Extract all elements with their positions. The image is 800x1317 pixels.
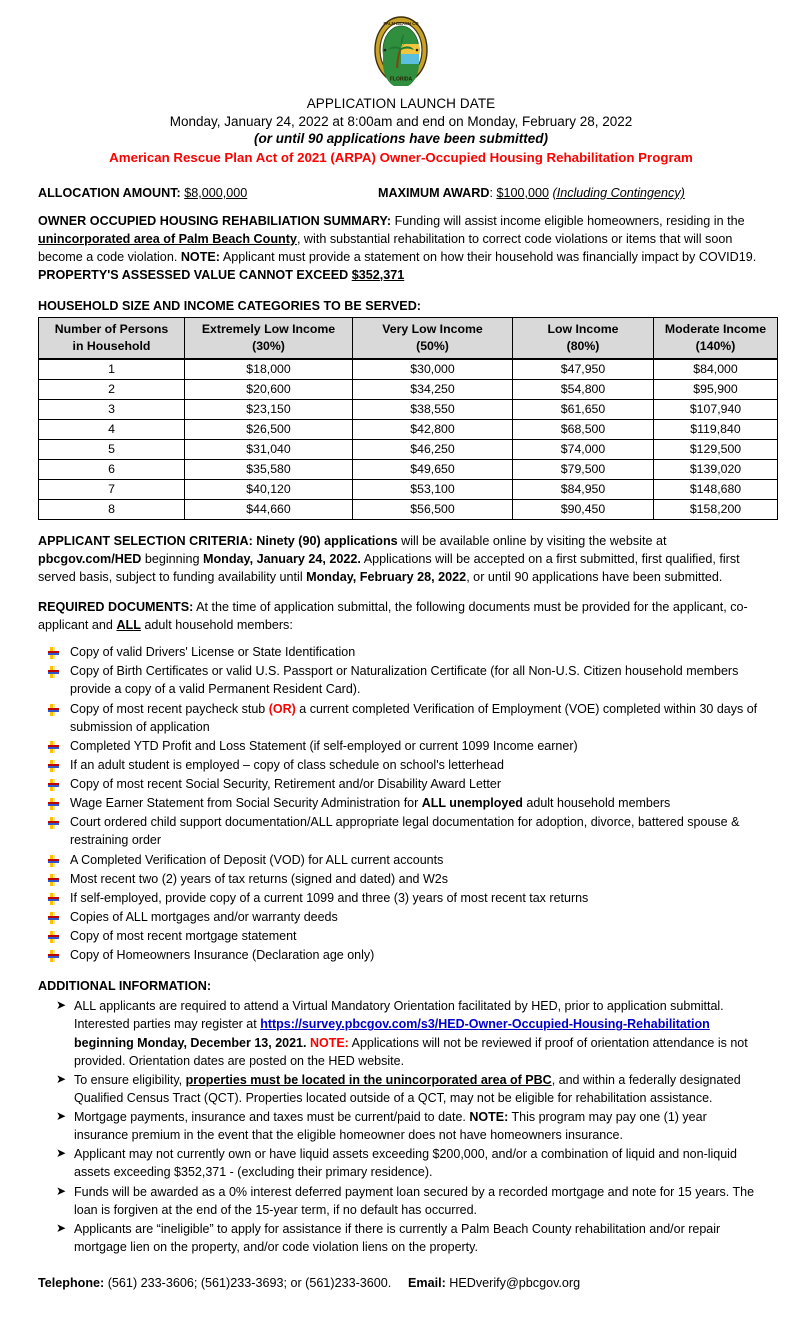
allocation-value: $8,000,000 <box>184 185 248 200</box>
cell-household-size: 5 <box>39 439 185 459</box>
arrow-bullet-icon <box>48 949 59 961</box>
summary-paragraph <box>38 213 764 285</box>
required-document-item <box>38 737 764 755</box>
additional-information-item <box>38 1183 764 1219</box>
table-header-row <box>39 318 778 359</box>
chevron-right-bullet-icon: ➤ <box>56 1220 67 1235</box>
summary-heading: OWNER OCCUPIED HOUSING REHABILIATION SUMMARY: <box>38 213 392 228</box>
required-document-text: Copy of valid Drivers' License or State Identification <box>70 645 356 660</box>
cell-income-value: $47,950 <box>513 359 654 380</box>
assessed-value-label: PROPERTY'S ASSESSED VALUE CANNOT EXCEED <box>38 267 352 282</box>
application-limit-note: (or until 90 applications have been submitted) <box>253 131 549 147</box>
required-document-item <box>38 662 764 698</box>
cell-income-value: $61,650 <box>513 399 654 419</box>
program-title: American Rescue Plan Act of 2021 (ARPA) Owner-Occupied Housing Rehabilitation Program <box>109 149 693 165</box>
additional-information-heading: ADDITIONAL INFORMATION: <box>38 979 212 994</box>
required-document-item <box>38 756 764 774</box>
required-document-text <box>70 702 757 734</box>
cell-income-value: $18,000 <box>185 359 353 380</box>
arrow-bullet-icon <box>48 778 59 790</box>
doc-text-post: a current completed Verification of Employment (VOE) completed within 30 days of submission of application <box>70 701 758 734</box>
required-document-item <box>38 794 764 812</box>
addl-text-pre: To ensure eligibility, <box>74 1072 186 1087</box>
table-row <box>39 419 778 439</box>
required-docs-intro-1: At the time of application submittal, the following documents must be provided for the applicant, co-applicant and <box>38 600 748 633</box>
selection-website: pbcgov.com/HED <box>38 551 142 566</box>
cell-income-value: $84,950 <box>513 479 654 499</box>
table-row <box>39 439 778 459</box>
orientation-registration-link[interactable]: https://survey.pbcgov.com/s3/HED-Owner-Occupied-Housing-Rehabilitation <box>260 1017 710 1032</box>
cell-income-value: $49,650 <box>353 459 513 479</box>
summary-text-2: , with substantial rehabilitation to correct code violations or items that will soon become a code violation. <box>38 231 733 264</box>
arrow-bullet-icon <box>48 797 59 809</box>
cell-income-value: $90,450 <box>513 499 654 519</box>
telephone-value: (561) 233-3606; (561)233-3693; or (561)233-3600. <box>104 1276 392 1291</box>
cell-income-value: $34,250 <box>353 379 513 399</box>
cell-income-value: $40,120 <box>185 479 353 499</box>
arrow-bullet-icon <box>48 740 59 752</box>
required-document-text: A Completed Verification of Deposit (VOD) for ALL current accounts <box>70 852 444 867</box>
chevron-right-bullet-icon: ➤ <box>56 998 67 1013</box>
cell-income-value: $26,500 <box>185 419 353 439</box>
required-document-item <box>38 889 764 907</box>
cell-income-value: $38,550 <box>353 399 513 419</box>
cell-household-size: 8 <box>39 499 185 519</box>
selection-text-4: , or until 90 applications have been submitted. <box>466 569 723 584</box>
chevron-right-bullet-icon: ➤ <box>56 1071 67 1086</box>
table-row <box>39 479 778 499</box>
arrow-bullet-icon <box>48 854 59 866</box>
table-row <box>39 459 778 479</box>
required-document-item <box>38 643 764 661</box>
cell-income-value: $35,580 <box>185 459 353 479</box>
cell-income-value: $30,000 <box>353 359 513 380</box>
additional-information-text: Funds will be awarded as a 0% interest deferred payment loan secured by a recorded mortgage and note for 15 years. The loan is forgiven at the end of the 15-year term, if no default has occurred. <box>74 1184 755 1217</box>
addl-text-post: Applications will not be reviewed if proof of orientation attendance is not provided. Orientation dates are posted on the HED website. <box>74 1035 748 1068</box>
cell-income-value: $95,900 <box>654 379 778 399</box>
arrow-bullet-icon <box>48 892 59 904</box>
doc-text-pre: Wage Earner Statement from Social Security Administration for <box>70 796 422 811</box>
telephone-label: Telephone: <box>38 1276 105 1291</box>
additional-information-text <box>74 1073 741 1105</box>
required-document-text: Copy of Birth Certificates or valid U.S. Passport or Naturalization Certificate (for all Non-U.S. Citizen household members provide a copy of a valid Permanent Resident Card). <box>70 664 739 697</box>
cell-income-value: $74,000 <box>513 439 654 459</box>
arrow-bullet-icon <box>48 816 59 828</box>
addl-text-post: , and within a federally designated Qualified Census Tract (QCT). Properties located outside of a QCT, may not be eligible for rehabilitation assistance. <box>74 1072 741 1105</box>
amounts-row <box>38 186 764 200</box>
required-documents-intro <box>38 599 764 635</box>
addl-text-pre: Mortgage payments, insurance and taxes must be current/paid to date. <box>74 1110 470 1125</box>
income-table <box>38 317 778 519</box>
contact-footer <box>38 1276 764 1290</box>
column-header-persons: Number of Persons in Household <box>39 318 185 359</box>
cell-household-size: 1 <box>39 359 185 380</box>
cell-income-value: $31,040 <box>185 439 353 459</box>
arrow-bullet-icon <box>48 759 59 771</box>
doc-text-post: adult household members <box>522 796 671 811</box>
max-award-note: (Including Contingency) <box>552 185 685 200</box>
svg-text:PALM BEACH CO: PALM BEACH CO <box>383 21 419 26</box>
arrow-bullet-icon <box>48 665 59 677</box>
required-document-text: Completed YTD Profit and Loss Statement (if self-employed or current 1099 Income earner) <box>70 738 578 753</box>
column-header-low: Low Income (80%) <box>513 318 654 359</box>
summary-text-3: Applicant must provide a statement on how their household was financially impact by COVID19. <box>220 249 757 264</box>
telephone-block <box>38 1276 408 1290</box>
cell-income-value: $53,100 <box>353 479 513 499</box>
cell-household-size: 7 <box>39 479 185 499</box>
selection-text-3: Applications will be accepted on a first submitted, first qualified, first served basis, subject to funding availability until <box>38 551 740 584</box>
cell-household-size: 6 <box>39 459 185 479</box>
column-header-extremely-low: Extremely Low Income (30%) <box>185 318 353 359</box>
required-document-text: Copy of Homeowners Insurance (Declaration age only) <box>70 948 375 963</box>
allocation-amount <box>38 186 378 200</box>
summary-note-label: NOTE: <box>180 249 221 264</box>
arrow-bullet-icon <box>48 703 59 715</box>
document-header <box>38 95 764 166</box>
cell-income-value: $54,800 <box>513 379 654 399</box>
allocation-label: ALLOCATION AMOUNT: <box>38 185 181 200</box>
additional-information-item <box>38 1071 764 1107</box>
addl-text-pre: ALL applicants are required to attend a Virtual Mandatory Orientation facilitated by HED, prior to application submittal. Interested parties may register at <box>74 999 724 1032</box>
additional-information-list <box>38 997 764 1256</box>
required-document-item <box>38 700 764 736</box>
addl-text-emphasis: properties must be located in the unincorporated area of PBC <box>185 1072 552 1087</box>
seal-container <box>38 14 764 91</box>
launch-date-title: APPLICATION LAUNCH DATE <box>306 96 496 111</box>
required-document-item <box>38 870 764 888</box>
email-label: Email: <box>408 1276 446 1291</box>
max-award-label: MAXIMUM AWARD <box>378 185 490 200</box>
selection-criteria-paragraph <box>38 533 764 587</box>
required-document-item <box>38 813 764 849</box>
cell-income-value: $148,680 <box>654 479 778 499</box>
selection-text-1: will be available online by visiting the website at <box>397 533 667 548</box>
palm-beach-county-seal-icon <box>371 14 431 86</box>
required-document-item <box>38 851 764 869</box>
email-block <box>408 1276 580 1290</box>
required-document-text: If an adult student is employed – copy of class schedule on school's letterhead <box>70 757 504 772</box>
required-documents-list <box>38 643 764 964</box>
addl-note-label: NOTE: <box>309 1035 349 1050</box>
selection-end-date: Monday, February 28, 2022 <box>306 569 467 584</box>
doc-text-pre: Copy of most recent paycheck stub <box>70 701 269 716</box>
cell-income-value: $107,940 <box>654 399 778 419</box>
addl-text-date: beginning Monday, December 13, 2021. <box>74 1035 310 1050</box>
cell-household-size: 2 <box>39 379 185 399</box>
additional-information-item <box>38 1108 764 1144</box>
additional-information-text <box>74 1110 707 1142</box>
required-document-item <box>38 908 764 926</box>
selection-bold-1: Ninety (90) applications <box>252 533 398 548</box>
required-document-item <box>38 946 764 964</box>
cell-income-value: $158,200 <box>654 499 778 519</box>
cell-income-value: $68,500 <box>513 419 654 439</box>
launch-date-range: Monday, January 24, 2022 at 8:00am and end on Monday, February 28, 2022 <box>169 113 633 129</box>
selection-start-date: Monday, January 24, 2022. <box>202 551 361 566</box>
arrow-bullet-icon <box>48 930 59 942</box>
cell-income-value: $42,800 <box>353 419 513 439</box>
doc-text-highlight: (OR) <box>268 701 296 716</box>
required-document-text: If self-employed, provide copy of a current 1099 and three (3) years of most recent tax returns <box>70 890 589 905</box>
cell-income-value: $84,000 <box>654 359 778 380</box>
arrow-bullet-icon <box>48 646 59 658</box>
additional-information-item <box>38 1220 764 1256</box>
svg-text:FLORIDA: FLORIDA <box>389 76 413 83</box>
cell-income-value: $119,840 <box>654 419 778 439</box>
summary-emphasis: unincorporated area of Palm Beach County <box>38 231 297 246</box>
arrow-bullet-icon <box>48 911 59 923</box>
doc-text-bold: ALL unemployed <box>421 796 523 811</box>
table-row <box>39 359 778 380</box>
summary-text-1: Funding will assist income eligible homeowners, residing in the <box>391 213 745 228</box>
table-row <box>39 379 778 399</box>
cell-income-value: $44,660 <box>185 499 353 519</box>
selection-text-2: beginning <box>141 551 203 566</box>
cell-income-value: $129,500 <box>654 439 778 459</box>
required-document-text: Court ordered child support documentation/ALL appropriate legal documentation for adoption, divorce, battered spouse & restraining order <box>70 815 740 848</box>
cell-household-size: 4 <box>39 419 185 439</box>
cell-income-value: $56,500 <box>353 499 513 519</box>
additional-information-text <box>74 999 748 1067</box>
chevron-right-bullet-icon: ➤ <box>56 1109 67 1124</box>
column-header-very-low: Very Low Income (50%) <box>353 318 513 359</box>
cell-income-value: $46,250 <box>353 439 513 459</box>
column-header-moderate: Moderate Income (140%) <box>654 318 778 359</box>
required-document-item <box>38 775 764 793</box>
email-value: HEDverify@pbcgov.org <box>445 1276 581 1291</box>
additional-information-text: Applicants are “ineligible” to apply for assistance if there is currently a Palm Beach County rehabilitation and/or repair mortgage lien on the property, and/or code violation liens on the property. <box>74 1221 721 1254</box>
required-docs-intro-2: adult household members: <box>140 618 293 633</box>
required-document-text: Copies of ALL mortgages and/or warranty deeds <box>70 909 338 924</box>
required-document-text: Copy of most recent mortgage statement <box>70 929 297 944</box>
chevron-right-bullet-icon: ➤ <box>56 1146 67 1161</box>
arrow-bullet-icon <box>48 873 59 885</box>
table-row <box>39 499 778 519</box>
required-document-text <box>70 796 670 810</box>
table-row <box>39 399 778 419</box>
additional-information-text: Applicant may not currently own or have liquid assets exceeding $200,000, and/or a combination of liquid and non-liquid assets exceeding $352,371 - (excluding their primary residence). <box>74 1147 737 1180</box>
table-body <box>39 359 778 520</box>
cell-income-value: $23,150 <box>185 399 353 419</box>
selection-heading: APPLICANT SELECTION CRITERIA: <box>38 533 253 548</box>
assessed-value: $352,371 <box>351 267 405 282</box>
cell-household-size: 3 <box>39 399 185 419</box>
additional-information-item <box>38 997 764 1070</box>
chevron-right-bullet-icon: ➤ <box>56 1183 67 1198</box>
additional-information-item <box>38 1145 764 1181</box>
cell-income-value: $79,500 <box>513 459 654 479</box>
required-document-text: Most recent two (2) years of tax returns (signed and dated) and W2s <box>70 871 448 886</box>
cell-income-value: $139,020 <box>654 459 778 479</box>
addl-text-bold: NOTE: <box>469 1110 509 1125</box>
cell-income-value: $20,600 <box>185 379 353 399</box>
maximum-award: MAXIMUM AWARD: $100,000 (Including Contingency) <box>378 185 685 200</box>
required-document-text: Copy of most recent Social Security, Retirement and/or Disability Award Letter <box>70 777 501 792</box>
table-caption: HOUSEHOLD SIZE AND INCOME CATEGORIES TO BE SERVED: <box>38 299 421 314</box>
required-document-item <box>38 927 764 945</box>
max-award-value: $100,000 <box>496 185 549 200</box>
addl-text-post: This program may pay one (1) year insurance premium in the event that the eligible homeowner does not have homeowners insurance. <box>74 1110 707 1143</box>
required-docs-all-emphasis: ALL <box>116 618 141 633</box>
required-docs-heading: REQUIRED DOCUMENTS: <box>38 600 194 615</box>
